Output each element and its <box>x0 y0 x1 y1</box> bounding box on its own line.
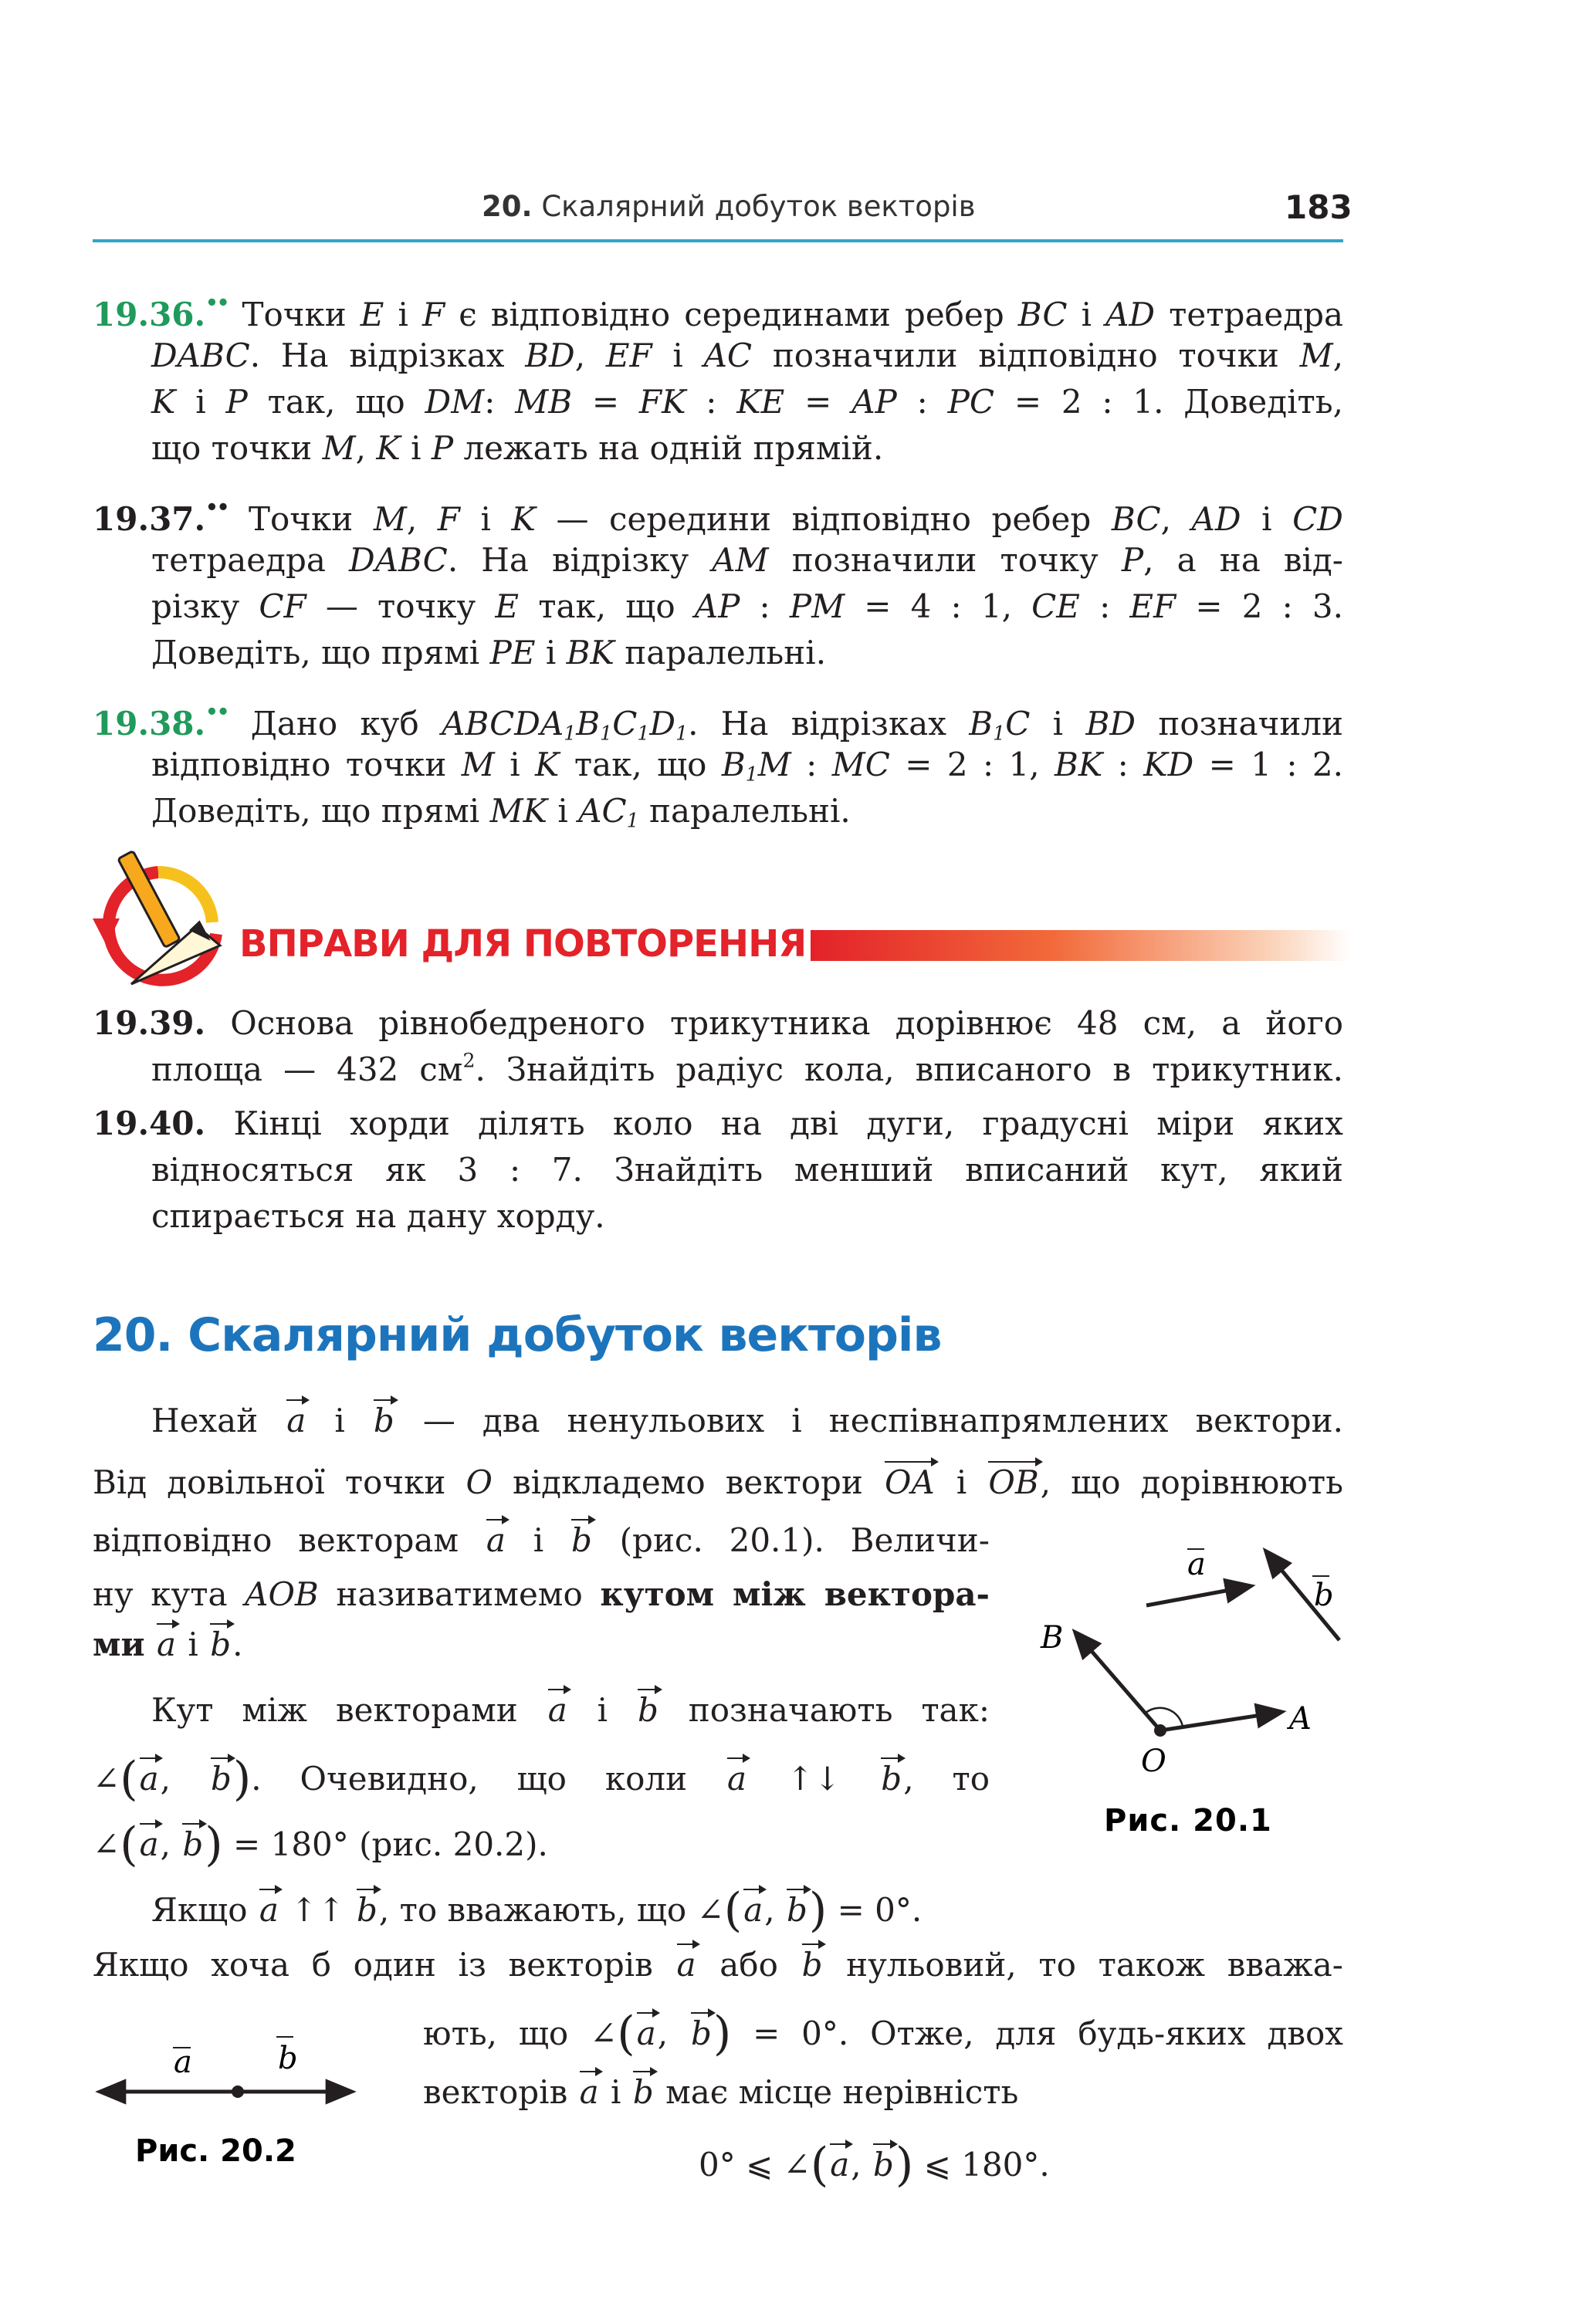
vector-OB <box>1075 1632 1160 1730</box>
para1-line3: відповідно векторам a і b (рис. 20.1). Величи- <box>93 1521 990 1559</box>
problem-19-40-line1: 19.40. Кінці хорди ділять коло на дві дуги, градусні міри яких <box>93 1104 1343 1142</box>
problem-19-36-line1: 19.36.•• Точки E і F є відповідно серединами ребер BC і AD тетраедра <box>93 292 1344 333</box>
problem-19-37-line1: 19.37.•• Точки M, F і K — середини відповідно ребер BC, AD і CD <box>93 496 1343 538</box>
problem-19-39-line1: 19.39. Основа рівнобедреного трикутника дорівнює 48 см, а його <box>93 1004 1343 1042</box>
caption-20-2: Рис. 20.2 <box>135 2133 296 2169</box>
para1-line2: Від довільної точки O відкладемо вектори OA і OB, що дорівнюють <box>93 1463 1343 1501</box>
header-rule <box>93 239 1343 242</box>
problem-19-38-line3: Доведіть, що прямі MK і $AC_1$ паралельні. <box>151 792 851 832</box>
para2-line1: Кут між векторами a і b позначають так: <box>151 1691 990 1729</box>
para1-line5: ми a і b. <box>93 1625 243 1663</box>
label-b: b <box>1314 1578 1334 1613</box>
para4-line1: Якщо хоча б один із векторів a або b нульовий, то також вважа- <box>93 1946 1343 1984</box>
figure-20-1 <box>1019 1505 1359 1837</box>
label-a: a <box>174 2045 192 2080</box>
problem-19-40-line3: спирається на дану хорду. <box>151 1197 605 1235</box>
problem-19-36-line3: K і P так, що DM: MB = FK : KE = AP : PC = 2 : 1. Доведіть, <box>151 383 1343 421</box>
label-O: O <box>1141 1744 1166 1779</box>
problem-19-38-line1: 19.38.•• Дано куб $ABCDA_1B_1C_1D_1$. На відрізках $B_1C$ і BD позначили <box>93 701 1343 745</box>
label-A: A <box>1289 1701 1312 1737</box>
point-origin <box>232 2086 244 2098</box>
problem-19-37-line4: Доведіть, що прямі PE і BK паралельні. <box>151 634 827 671</box>
problem-19-37-line2: тетраедра DABC. На відрізку AM позначили точку P, а на від- <box>151 541 1343 579</box>
label-b: b <box>278 2041 298 2076</box>
problem-19-40-line2: відносяться як 3 : 7. Знайдіть менший вписаний кут, який <box>151 1151 1343 1189</box>
para3-line1: Якщо a ↑↑ b, то вважають, що ∠(a, b) = 0°. <box>151 1883 923 1937</box>
running-header-title: 20. Скалярний добуток векторів <box>482 190 976 223</box>
point-O <box>1154 1724 1166 1737</box>
caption-20-1: Рис. 20.1 <box>1104 1803 1272 1837</box>
problem-19-36-line2: DABC. На відрізках BD, EF і AC позначили відповідно точки M, <box>151 337 1344 374</box>
para4-line3: векторів a і b має місце нерівність <box>423 2073 1019 2111</box>
inequality: 0° ⩽ ∠(a, b) ⩽ 180°. <box>699 2138 1050 2192</box>
problem-19-38-line2: відповідно точки M і K так, що $B_1M$ : MC = 2 : 1, BK : KD = 1 : 2. <box>151 746 1344 786</box>
pencil-compass-icon <box>85 841 239 988</box>
problem-19-36-line4: що точки M, K і P лежать на одній прямій. <box>151 429 884 467</box>
label-a: a <box>1187 1547 1206 1582</box>
vector-OA <box>1160 1712 1281 1730</box>
repetition-bar <box>811 930 1351 961</box>
repetition-heading: ВПРАВИ ДЛЯ ПОВТОРЕННЯ <box>239 922 807 966</box>
problem-19-37-line3: різку CF — точку E так, що AP : PM = 4 : 1, CE : EF = 2 : 3. <box>151 587 1343 625</box>
para2-line2: ∠(a, b). Очевидно, що коли a ↑↓ b, то <box>93 1752 990 1806</box>
label-B: B <box>1041 1620 1064 1656</box>
figure-20-2 <box>85 2026 378 2173</box>
page-number: 183 <box>1285 188 1352 226</box>
vector-a <box>1146 1586 1251 1605</box>
section-title: 20. Скалярний добуток векторів <box>93 1308 942 1362</box>
problem-19-39-line2: площа — 432 $см^2$. Знайдіть радіус кола, вписаного в трикутник. <box>151 1049 1343 1088</box>
para1-line4: ну кута AOB називатимемо кутом між вектора- <box>93 1575 990 1613</box>
para1-line1: Нехай a і b — два ненульових і неспівнапрямлених вектори. <box>151 1402 1344 1439</box>
para2-line3: ∠(a, b) = 180° (рис. 20.2). <box>93 1818 548 1872</box>
para4-line2: ють, що ∠(a, b) = 0°. Отже, для будь-яких двох <box>423 2007 1343 2061</box>
